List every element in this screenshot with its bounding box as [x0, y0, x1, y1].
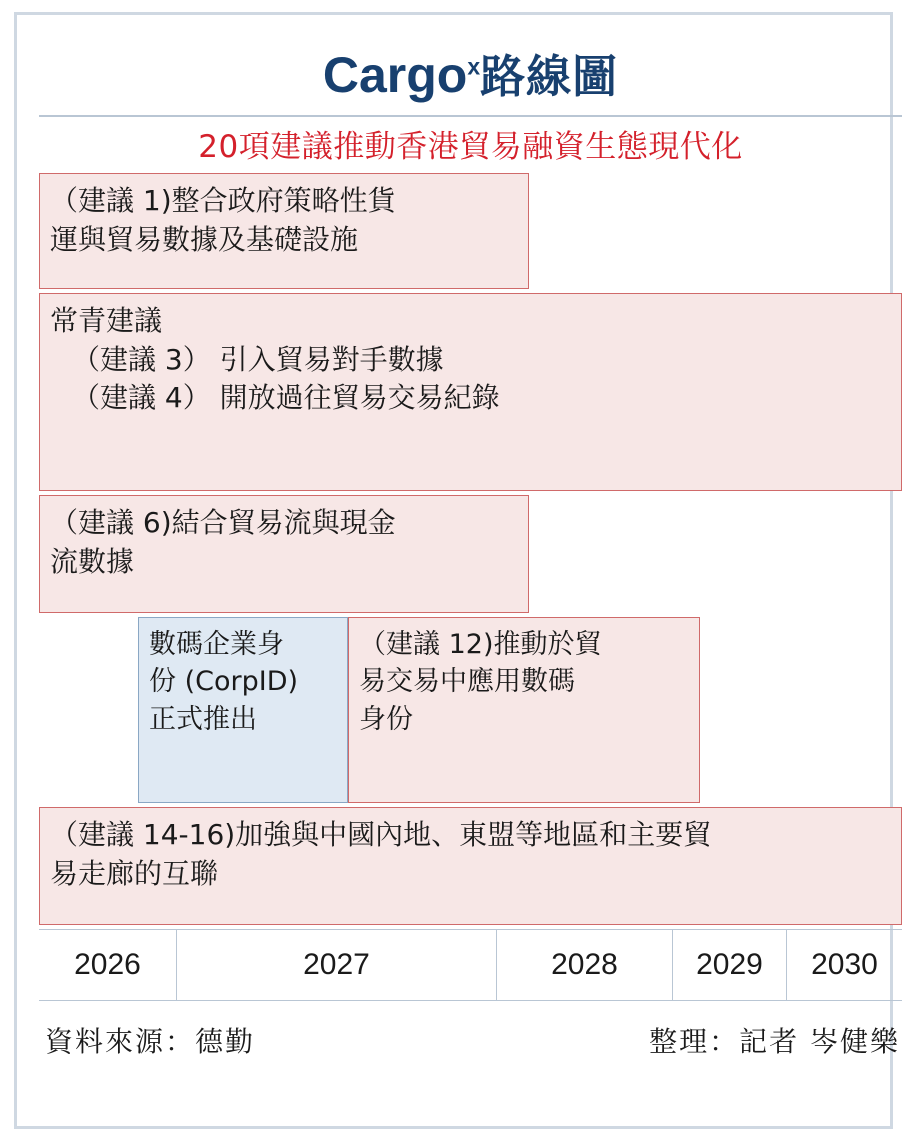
title-superscript: x — [467, 53, 481, 80]
source-label: 資料來源：德勤 — [45, 1025, 256, 1058]
rec34-heading: 常青建議 — [50, 304, 163, 337]
rec6-line-1: （建議 6)結合貿易流與現金 — [50, 506, 396, 539]
timeline-year-2027: 2027 — [177, 930, 497, 1000]
page-title — [322, 47, 619, 103]
outer-frame — [14, 12, 900, 1129]
timeline-year-2028: 2028 — [497, 930, 673, 1000]
rec12-line-2: 易交易中應用數碼 — [359, 666, 575, 698]
rec3-line: （建議 3） 引入貿易對手數據 — [72, 342, 444, 376]
corpid-line-1: 數碼企業身 — [149, 629, 284, 660]
content-area — [39, 35, 902, 1136]
rec4-line: （建議 4） 開放過往貿易交易紀錄 — [72, 381, 500, 415]
rec1416-line-2: 易走廊的互聯 — [50, 856, 219, 890]
corpid-line-3: 正式推出 — [149, 703, 257, 735]
rec12-line-3: 身份 — [359, 703, 413, 735]
recommendation-12-box — [348, 617, 700, 803]
page-subtitle: 20項建議推動香港貿易融資生態現代化 — [198, 129, 743, 165]
credit-label: 整理：記者 岑健樂 — [649, 1025, 900, 1058]
corpid-line-2: 份 (CorpID) — [149, 666, 299, 698]
title-main: Cargo — [322, 47, 468, 103]
recommendation-6-box — [39, 495, 529, 613]
corpid-launch-box — [138, 617, 348, 803]
timeline-year-2029: 2029 — [673, 930, 787, 1000]
title-cjk: 路線圖 — [480, 50, 619, 103]
rec12-line-1: （建議 12)推動於貿 — [359, 629, 602, 660]
title-band — [39, 35, 902, 117]
footer — [39, 1010, 902, 1070]
recommendation-14-16-box — [39, 807, 902, 925]
timeline-axis — [39, 929, 902, 1001]
evergreen-recommendations-box — [39, 293, 902, 491]
recommendation-1-box — [39, 173, 529, 289]
timeline-year-2026: 2026 — [39, 930, 177, 1000]
rec1-line-2: 運與貿易數據及基礎設施 — [50, 222, 359, 256]
rec1416-line-1: （建議 14-16)加強與中國內地、東盟等地區和主要貿 — [50, 818, 712, 851]
timeline-year-2030: 2030 — [811, 948, 878, 981]
rec6-line-2: 流數據 — [50, 544, 135, 578]
rec1-line-1: （建議 1)整合政府策略性貨 — [50, 184, 396, 217]
